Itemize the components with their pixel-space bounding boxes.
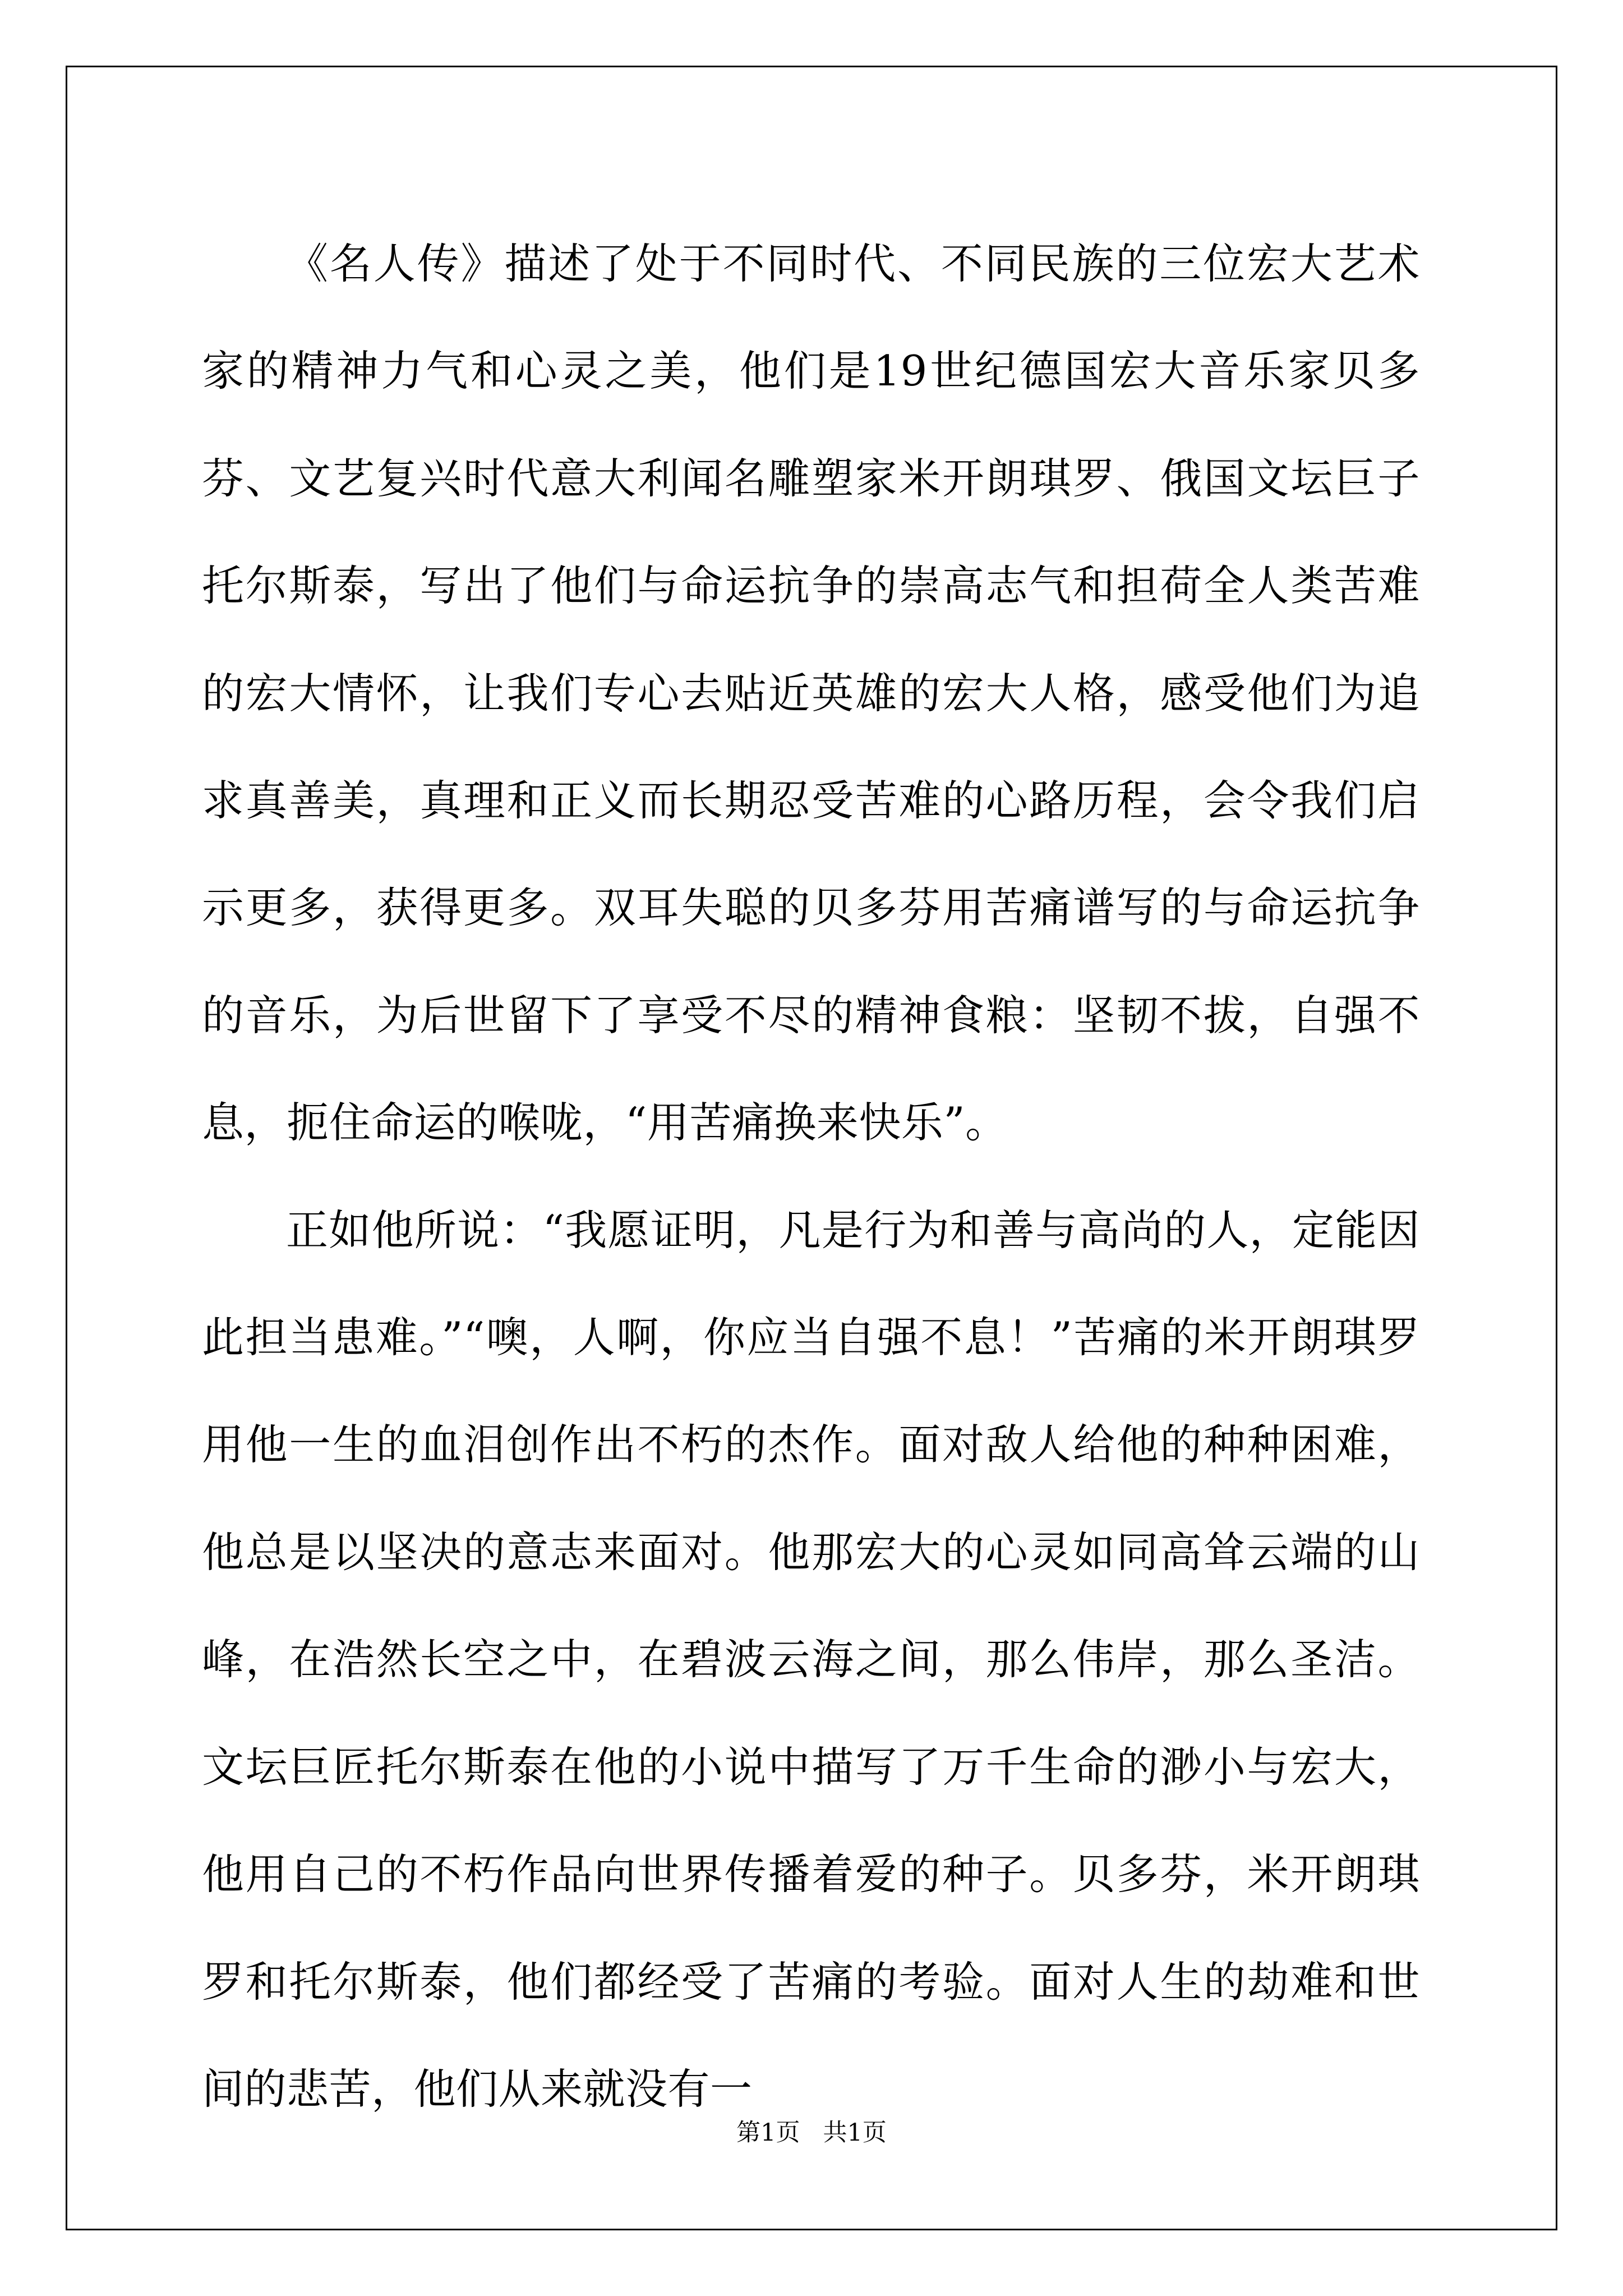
paragraph-1: 《名人传》描述了处于不同时代、不同民族的三位宏大艺术家的精神力气和心灵之美，他们是19世纪德国宏大音乐家贝多芬、文艺复兴时代意大利闻名雕塑家米开朗琪罗、俄国文坛巨子托尔斯泰，写出了他们与命运抗争的崇高志气和担荷全人类苦难的宏大情怀，让我们专心去贴近英雄的宏大人格，感受他们为追求真善美，真理和正义而长期忍受苦难的心路历程，会令我们启示更多，获得更多。双耳失聪的贝多芬用苦痛谱写的与命运抗争的音乐，为后世留下了享受不尽的精神食粮：坚韧不拔，自强不息，扼住命运的喉咙，“用苦痛换来快乐”。 [202, 239, 1420, 1148]
paragraph-2: 正如他所说：“我愿证明，凡是行为和善与高尚的人，定能因此担当患难。”“噢，人啊，你应当自强不息！”苦痛的米开朗琪罗用他一生的血泪创作出不朽的杰作。面对敌人给他的种种困难，他总是以坚决的意志来面对。他那宏大的心灵如同高耸云端的山峰，在浩然长空之中，在碧波云海之间，那么伟岸，那么圣洁。文坛巨匠托尔斯泰在他的小说中描写了万千生命的渺小与宏大，他用自己的不朽作品向世界传播着爱的种子。贝多芬，米开朗琪罗和托尔斯泰，他们都经受了苦痛的考验。面对人生的劫难和世间的悲苦，他们从来就没有一 [202, 1205, 1420, 2114]
page-footer: 第1页 共1页 [736, 2119, 887, 2147]
body-text [202, 210, 1420, 2143]
